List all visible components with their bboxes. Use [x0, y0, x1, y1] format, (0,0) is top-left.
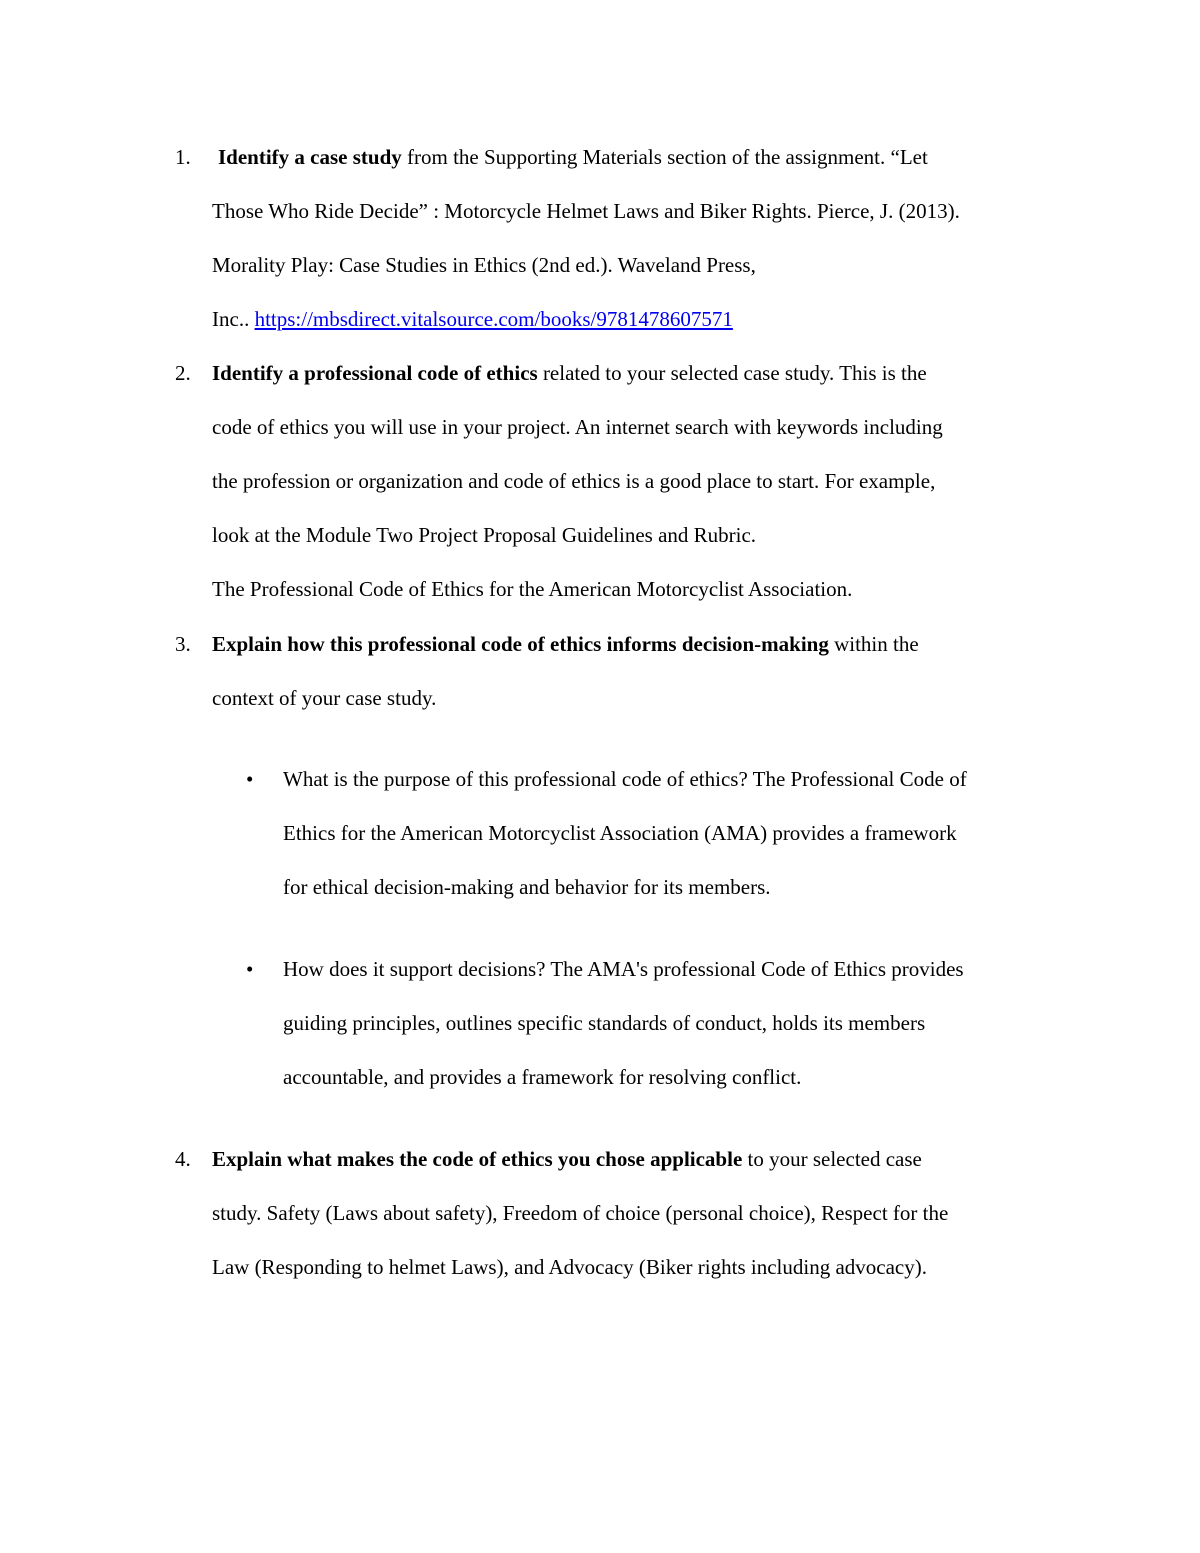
- bullet-1-line-3: for ethical decision-making and behavior for its members.: [283, 875, 771, 899]
- bullet-2-line-2: guiding principles, outlines specific standards of conduct, holds its members: [283, 1011, 926, 1035]
- source-link[interactable]: https://mbsdirect.vitalsource.com/books/9781478607571: [254, 307, 733, 331]
- bullet-icon: •: [246, 957, 254, 981]
- item-number: 4.: [175, 1147, 191, 1171]
- item-3-heading: Explain how this professional code of ethics informs decision-making: [212, 632, 829, 656]
- item-1-line-4: Inc.. https://mbsdirect.vitalsource.com/books/9781478607571: [212, 307, 733, 331]
- bullet-1-line-1: What is the purpose of this professional code of ethics? The Professional Code of: [283, 767, 967, 791]
- item-1-heading: Identify a case study: [218, 145, 402, 169]
- item-2-line-3: the profession or organization and code of ethics is a good place to start. For example,: [212, 469, 936, 493]
- item-2-line-1: Identify a professional code of ethics related to your selected case study. This is the: [212, 361, 927, 385]
- item-2-heading: Identify a professional code of ethics: [212, 361, 538, 385]
- item-1-line-2: Those Who Ride Decide” : Motorcycle Helmet Laws and Biker Rights. Pierce, J. (2013).: [212, 199, 960, 223]
- bullet-1-line-2: Ethics for the American Motorcyclist Association (AMA) provides a framework: [283, 821, 957, 845]
- item-1-line-1: Identify a case study from the Supporting Materials section of the assignment. “Let: [218, 145, 928, 169]
- bullet-icon: •: [246, 767, 254, 791]
- item-1-line-3: Morality Play: Case Studies in Ethics (2nd ed.). Waveland Press,: [212, 253, 756, 277]
- item-4-line-1: Explain what makes the code of ethics you chose applicable to your selected case: [212, 1147, 922, 1171]
- bullet-2-line-3: accountable, and provides a framework for resolving conflict.: [283, 1065, 802, 1089]
- item-4-heading: Explain what makes the code of ethics you chose applicable: [212, 1147, 743, 1171]
- item-number: 3.: [175, 632, 191, 656]
- item-3-line-2: context of your case study.: [212, 686, 437, 710]
- item-4-line-2: study. Safety (Laws about safety), Freedom of choice (personal choice), Respect for the: [212, 1201, 949, 1225]
- item-2-line-5: The Professional Code of Ethics for the American Motorcyclist Association.: [212, 577, 853, 601]
- item-number: 1.: [175, 145, 191, 169]
- item-3-line-1: Explain how this professional code of ethics informs decision-making within the: [212, 632, 919, 656]
- item-2-line-2: code of ethics you will use in your project. An internet search with keywords including: [212, 415, 943, 439]
- item-number: 2.: [175, 361, 191, 385]
- bullet-2-line-1: How does it support decisions? The AMA's professional Code of Ethics provides: [283, 957, 964, 981]
- item-2-line-4: look at the Module Two Project Proposal Guidelines and Rubric.: [212, 523, 757, 547]
- item-4-line-3: Law (Responding to helmet Laws), and Advocacy (Biker rights including advocacy).: [212, 1255, 927, 1279]
